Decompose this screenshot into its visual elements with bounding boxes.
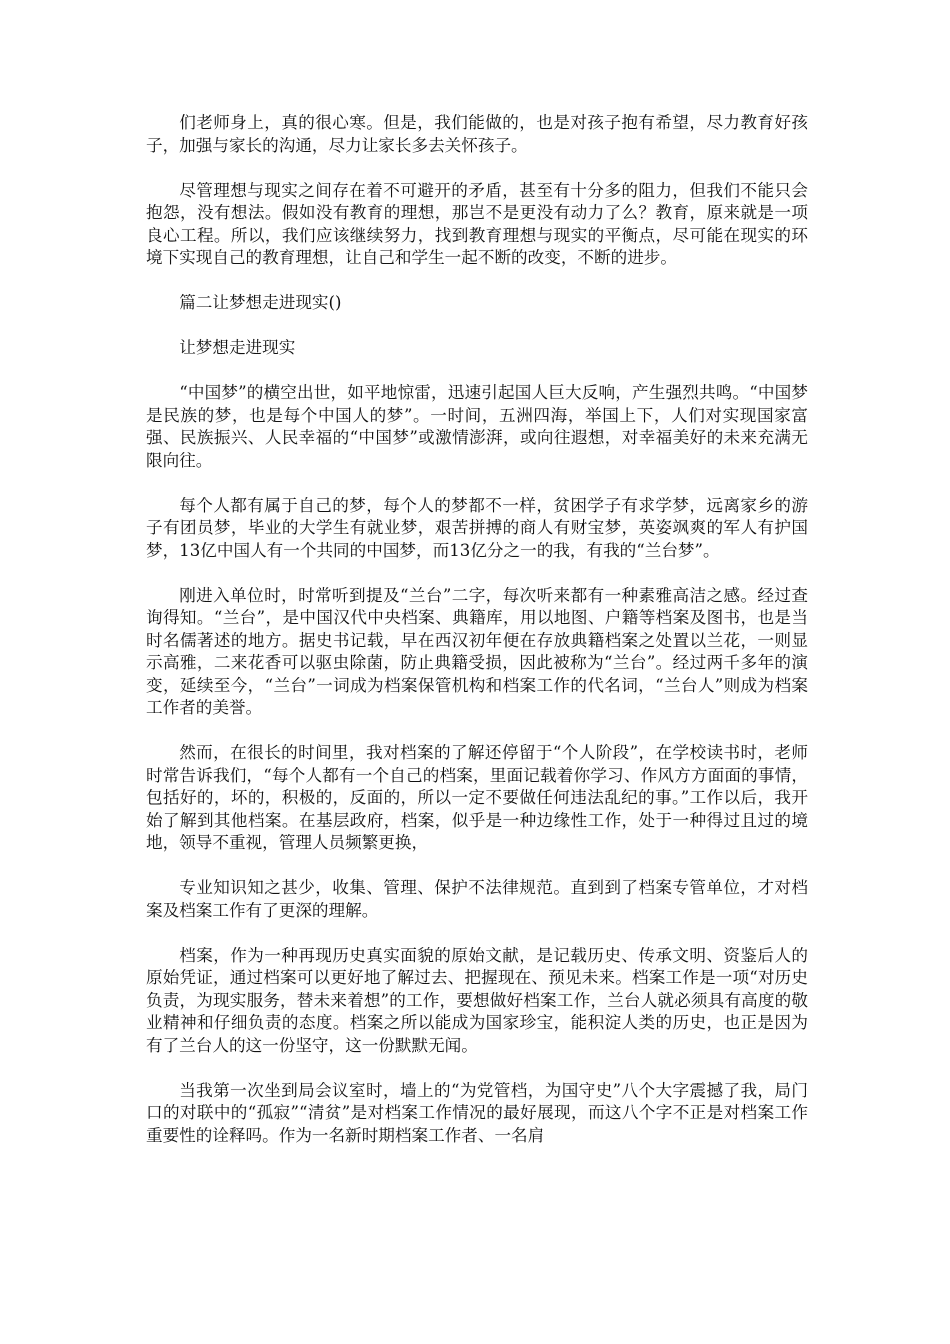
paragraph-7: 专业知识知之甚少，收集、管理、保护不法律规范。直到到了档案专管单位，才对档案及档案工作有了更深的理解。 [146,878,808,920]
article-title: 让梦想走进现实 [179,338,296,357]
paragraph-5: 刚进入单位时，时常听到提及“兰台”二字，每次听来都有一种素雅高洁之感。经过查询得知。“兰台”，是中国汉代中央档案、典籍库，用以地图、户籍等档案及图书，也是当时名儒著述的地方。据史书记载，早在西汉初年便在存放典籍档案之处置以兰花，一则显示高雅，二来花香可以驱虫除菌，防止典籍受损，因此被称为“兰台”。经过两千多年的演变，延续至今，“兰台”一词成为档案保管机构和档案工作的代名词，“兰台人”则成为档案工作者的美誉。 [146,585,808,717]
paragraph-9: 当我第一次坐到局会议室时，墙上的“为党管档，为国守史”八个大字震撼了我，局门口的对联中的“孤寂”“清贫”是对档案工作情况的最好展现，而这八个字不正是对档案工作重要性的诠释吗。作为一名新时期档案工作者、一名肩 [146,1080,808,1145]
paragraph-6: 然而，在很长的时间里，我对档案的了解还停留于“个人阶段”，在学校读书时，老师时常告诉我们，“每个人都有一个自己的档案，里面记载着你学习、作风方方面面的事情，包括好的，坏的，积极的，反面的，所以一定不要做任何违法乱纪的事。”工作以后，我开始了解到其他档案。在基层政府，档案，似乎是一种边缘性工作，处于一种得过且过的境地，领导不重视，管理人员频繁更换， [146,743,808,852]
paragraph-8: 档案，作为一种再现历史真实面貌的原始文献，是记载历史、传承文明、资鉴后人的原始凭证，通过档案可以更好地了解过去、把握现在、预见未来。档案工作是一项“对历史负责，为现实服务，替未来着想”的工作，要想做好档案工作，兰台人就必须具有高度的敬业精神和仔细负责的态度。档案之所以能成为国家珍宝，能积淀人类的历史，也正是因为有了兰台人的这一份坚守，这一份默默无闻。 [146,945,808,1055]
paragraph-1: 们老师身上，真的很心寒。但是，我们能做的，也是对孩子抱有希望，尽力教育好孩子，加强与家长的沟通，尽力让家长多去关怀孩子。 [146,113,808,155]
paragraph-4: 每个人都有属于自己的梦，每个人的梦都不一样，贫困学子有求学梦，远离家乡的游子有团员梦，毕业的大学生有就业梦，艰苦拼搏的商人有财宝梦，英姿飒爽的军人有护国梦，13亿中国人有一个共同的中国梦，而13亿分之一的我，有我的“兰台梦”。 [146,495,808,560]
document-page [146,112,808,1170]
paragraph-2: 尽管理想与现实之间存在着不可避开的矛盾，甚至有十分多的阻力，但我们不能只会抱怨，没有想法。假如没有教育的理想，那岂不是更没有动力了么？教育，原来就是一项良心工程。所以，我们应该继续努力，找到教育理想与现实的平衡点，尽可能在现实的环境下实现自己的教育理想，让自己和学生一起不断的改变，不断的进步。 [146,180,808,267]
paragraph-3: “中国梦”的横空出世，如平地惊雷，迅速引起国人巨大反响，产生强烈共鸣。“中国梦是民族的梦，也是每个中国人的梦”。一时间，五洲四海，举国上下，人们对实现国家富强、民族振兴、人民幸福的“中国梦”或激情澎湃，或向往遐想，对幸福美好的未来充满无限向往。 [146,383,808,470]
section-heading: 篇二让梦想走进现实() [179,293,342,312]
